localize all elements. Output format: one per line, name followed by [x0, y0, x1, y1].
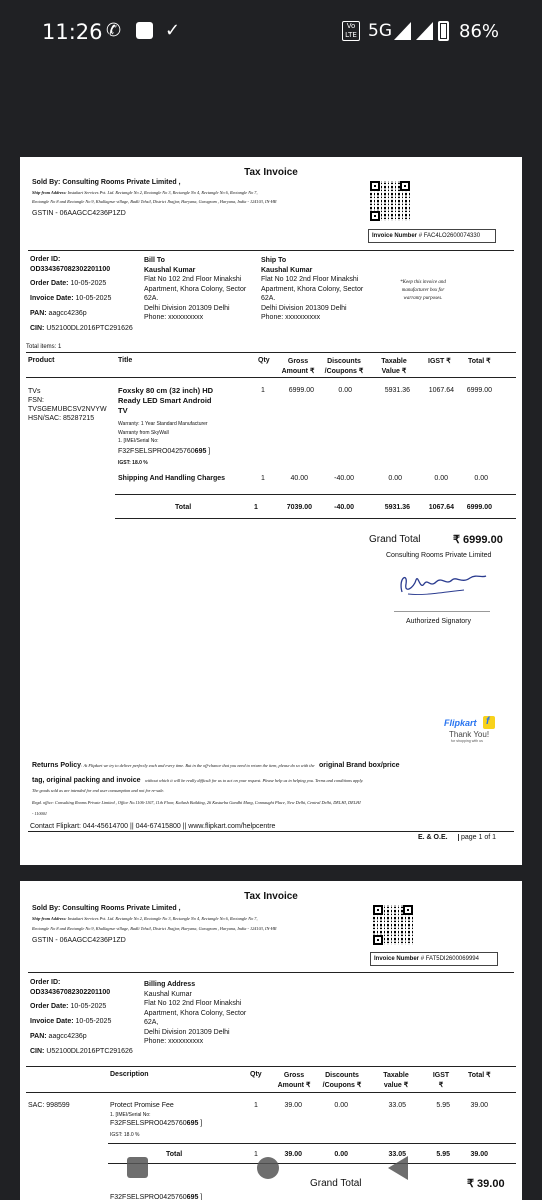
invoice-date-label: Invoice Date:	[30, 295, 74, 302]
billing-address-block	[144, 980, 246, 1047]
billing-address: Delhi Division 201309 Delhi	[144, 1028, 230, 1036]
billing-name: Kaushal Kumar	[144, 990, 192, 998]
shipping-discount: -40.00	[334, 475, 354, 482]
item-serial: F32FSELSPRO0425760695 ]	[110, 1120, 203, 1127]
bill-to-label: Bill To	[144, 257, 165, 264]
total-bottom-rule	[108, 1163, 516, 1164]
total-discount: -40.00	[334, 504, 354, 511]
col-qty: Qty	[258, 357, 270, 364]
bill-to-address: 62A.	[144, 295, 159, 302]
shipping-qty: 1	[261, 475, 265, 482]
billing-label: Billing Address	[144, 981, 196, 988]
billing-address: Apartment, Khora Colony, Sector	[144, 1009, 247, 1017]
divider	[28, 972, 514, 973]
ship-from-line-1: Instakart Services Pvt. Ltd. Rectangle No 2, Rectangle No 3, Rectangle No 4, Rectangle No 6, Rectangle No 7,	[67, 190, 258, 195]
table-top-rule	[26, 1066, 516, 1067]
pan-label: PAN:	[30, 1033, 47, 1040]
total-qty: 1	[254, 1151, 258, 1158]
item-total: 39.00	[470, 1102, 488, 1109]
status-bar	[0, 0, 542, 64]
invoice-page-1[interactable]	[20, 157, 522, 865]
authorized-signatory: Authorized Signatory	[406, 618, 471, 625]
invoice-number-label: Invoice Number	[374, 956, 420, 962]
total-igst: 1067.64	[428, 504, 454, 511]
product-cell	[28, 387, 107, 423]
ship-from-line-2: Rectangle No 8 and Rectangle No 9, Khullagrue village, Badli Tehsil, District Jhajjar, Haryana, Gurugram , Haryana, India - 124103, IN-HR	[32, 926, 277, 931]
shipping-igst: 0.00	[434, 475, 448, 482]
pan-label: PAN:	[30, 310, 47, 317]
col-discounts: Discounts /Coupons ₹	[324, 358, 364, 375]
ship-to-address: Delhi Division 201309 Delhi	[261, 304, 347, 312]
item-serial: F32FSELSPRO0425760695 ]	[118, 448, 211, 455]
col-qty: Qty	[250, 1071, 262, 1078]
returns-label: Returns Policy	[32, 762, 82, 769]
app-notification-icon	[136, 22, 153, 39]
total-bottom-rule	[115, 518, 516, 519]
ship-from-label: Ship-from Address:	[32, 916, 67, 921]
total-qty: 1	[254, 504, 258, 511]
battery-percent: 86%	[459, 21, 500, 42]
goods-note: The goods sold as are intended for end user consumption and not for re-sale.	[32, 788, 165, 793]
shipping-taxable: 0.00	[388, 475, 402, 482]
shipping-gross: 40.00	[290, 475, 308, 482]
ship-to-address: 62A.	[261, 295, 276, 302]
table-header-rule	[26, 1092, 516, 1093]
total-top-rule	[115, 494, 516, 495]
col-gross: Gross Amount ₹	[277, 1072, 311, 1089]
sac-code: SAC: 998599	[28, 1102, 70, 1109]
footer-rule	[28, 831, 514, 832]
cutoff-serial: F32FSELSPRO0425760695 ]	[110, 1194, 203, 1200]
pan: aagcc4236p	[48, 310, 87, 317]
bill-to-address: Delhi Division 201309 Delhi	[144, 304, 230, 312]
total-igst: 5.95	[436, 1151, 450, 1158]
order-date-label: Order Date:	[30, 1003, 69, 1010]
download-done-icon: ✓	[165, 20, 181, 41]
total-taxable: 33.05	[388, 1151, 406, 1158]
sold-by: Sold By: Consulting Rooms Private Limited ,	[32, 905, 181, 912]
item-title: Foxsky 80 cm (32 inch) HD Ready LED Smart Android TV	[118, 386, 214, 415]
battery-level	[441, 24, 446, 38]
grand-total-label: Grand Total	[369, 534, 421, 545]
item-igst-rate: IGST: 18.0 %	[110, 1132, 140, 1138]
signal-icon	[394, 22, 434, 40]
invoice-date: 10-05-2025	[75, 1018, 112, 1025]
item-imei-label: 1. [IMEI/Serial No:	[110, 1112, 151, 1118]
company-name: Consulting Rooms Private Limited	[386, 552, 492, 559]
invoice-number-box	[368, 229, 496, 243]
gstin: GSTIN - 06AAGCC4236P1ZD	[32, 937, 126, 944]
order-id-label: Order ID:	[30, 256, 61, 263]
whatsapp-icon: ✆	[106, 20, 122, 41]
clock: 11:26	[42, 20, 103, 44]
order-id: OD334367082302201100	[30, 989, 111, 996]
bill-to-name: Kaushal Kumar	[144, 266, 196, 274]
thank-you: Thank You!	[449, 730, 490, 739]
col-igst: IGST ₹	[432, 1072, 450, 1089]
qr-code	[370, 181, 410, 221]
total-gross: 39.00	[284, 1151, 302, 1158]
item-discount: 0.00	[334, 1102, 348, 1109]
cin-label: CIN:	[30, 325, 45, 332]
billing-phone: Phone: xxxxxxxxxx	[144, 1038, 204, 1045]
item-discount: 0.00	[338, 387, 352, 394]
order-date: 10-05-2025	[70, 1003, 107, 1010]
col-product: Product	[28, 357, 55, 364]
billing-address: Flat No 102 2nd Floor Minakshi	[144, 1000, 242, 1007]
pan: aagcc4236p	[48, 1033, 87, 1040]
item-gross: 6999.00	[288, 387, 314, 394]
item-igst-rate: IGST: 18.0 %	[118, 460, 148, 466]
col-total: Total ₹	[468, 1072, 491, 1079]
table-header-rule	[26, 377, 516, 378]
item-igst: 5.95	[436, 1102, 450, 1109]
total-label: Total	[175, 504, 192, 511]
ship-to-block	[261, 256, 363, 323]
battery-icon	[438, 21, 449, 41]
grand-total-label: Grand Total	[310, 1178, 362, 1189]
col-gross: Gross Amount ₹	[281, 358, 315, 375]
item-total: 6999.00	[466, 387, 492, 394]
total-total: 6999.00	[466, 504, 492, 511]
item-description: Protect Promise Fee	[110, 1102, 174, 1109]
qr-code	[373, 905, 413, 945]
total-total: 39.00	[470, 1151, 488, 1158]
bill-to-address: Flat No 102 2nd Floor Minakshi	[144, 276, 242, 283]
ship-from-line-2: Rectangle No 8 and Rectangle No 9, Khullagrue village, Badli Tehsil, District Jhajjar, Haryana, Gurugram , Haryana, India - 124103, IN-HR	[32, 199, 277, 204]
col-taxable: Taxable value ₹	[383, 1072, 409, 1089]
page-number: page 1 of 1	[458, 834, 496, 841]
total-top-rule	[108, 1143, 516, 1144]
invoice-number-label: Invoice Number	[372, 233, 418, 239]
item-warranty: Warranty: 1 Year Standard Manufacturer Warranty from SkyWall 1. [IMEI/Serial No:	[118, 421, 208, 444]
contact-line: Contact Flipkart: 044-45614700 || 044-67415800 || www.flipkart.com/helpcentre	[30, 823, 276, 830]
invoice-number: # FAC4LO2600074330	[418, 233, 481, 239]
returns-policy: Returns Policy: At Flipkart we try to deliver perfectly each and every time. But in the off-chance that you need to return the item, please do so with the original Brand box/price tag, original packing and invoice without which it will be really difficult for us to act on your request. Please help us in helping you. Terms and conditions apply.	[32, 762, 400, 784]
bill-to-phone: Phone: xxxxxxxxxx	[144, 314, 204, 321]
bill-to-block	[144, 256, 246, 323]
order-id-label: Order ID:	[30, 979, 61, 986]
order-date: 10-05-2025	[70, 280, 107, 287]
bill-to-address: Apartment, Khora Colony, Sector	[144, 285, 247, 293]
sold-by: Sold By: Consulting Rooms Private Limited ,	[32, 179, 181, 186]
item-qty: 1	[261, 387, 265, 394]
col-taxable: Taxable Value ₹	[381, 358, 407, 375]
total-discount: 0.00	[334, 1151, 348, 1158]
regd-office-pin: - 110001	[32, 811, 48, 816]
home-button[interactable]	[257, 1157, 279, 1179]
ship-to-label: Ship To	[261, 257, 287, 264]
invoice-number-box	[370, 952, 498, 966]
gstin: GSTIN - 06AAGCC4236P1ZD	[32, 210, 126, 217]
invoice-date-label: Invoice Date:	[30, 1018, 74, 1025]
ship-to-name: Kaushal Kumar	[261, 266, 313, 274]
warranty-note: *Keep this invoice and manufacturer box for warranty purposes.	[400, 280, 446, 301]
total-label: Total	[166, 1151, 183, 1158]
col-discounts: Discounts /Coupons ₹	[322, 1072, 362, 1089]
volte-indicator: Vo LTE	[342, 21, 360, 41]
cin-label: CIN:	[30, 1048, 45, 1055]
col-description: Description	[110, 1071, 149, 1078]
flipkart-logo: Flipkart	[444, 718, 477, 728]
page-title: Tax Invoice	[244, 167, 298, 178]
table-top-rule	[26, 352, 516, 353]
grand-total: ₹ 6999.00	[453, 534, 503, 546]
back-button[interactable]	[388, 1156, 408, 1180]
fsn-label: FSN:	[28, 397, 44, 404]
col-igst: IGST ₹	[428, 358, 451, 365]
flipkart-bag-icon	[483, 716, 495, 729]
signature-image	[394, 566, 490, 602]
item-igst: 1067.64	[428, 387, 454, 394]
item-taxable: 5931.36	[384, 387, 410, 394]
shipping-total: 0.00	[474, 475, 488, 482]
item-taxable: 33.05	[388, 1102, 406, 1109]
eoe: E. & O.E.	[418, 834, 448, 841]
invoice-number: # FAT5DI2600069994	[420, 956, 479, 962]
ship-from-label: Ship-from Address:	[32, 190, 67, 195]
cin: U52100DL2016PTC291626	[46, 1048, 133, 1055]
ship-from-line-1: Instakart Services Pvt. Ltd. Rectangle No 2, Rectangle No 3, Rectangle No 4, Rectangle No 6, Rectangle No 7,	[67, 916, 258, 921]
invoice-page-2[interactable]	[20, 881, 522, 1200]
divider	[28, 250, 514, 251]
ship-to-address: Apartment, Khora Colony, Sector	[261, 285, 364, 293]
invoice-date: 10-05-2025	[75, 295, 112, 302]
hsn: HSN/SAC: 85287215	[28, 415, 95, 422]
thank-you-sub: for shopping with us	[451, 739, 483, 743]
shipping-label: Shipping And Handling Charges	[118, 475, 226, 482]
page-title: Tax Invoice	[244, 891, 298, 902]
item-gross: 39.00	[284, 1102, 302, 1109]
col-total: Total ₹	[468, 358, 491, 365]
grand-total: ₹ 39.00	[467, 1178, 505, 1190]
order-date-label: Order Date:	[30, 280, 69, 287]
total-items: Total items: 1	[26, 344, 62, 350]
col-title: Title	[118, 357, 133, 364]
ship-to-address: Flat No 102 2nd Floor Minakshi	[261, 276, 359, 283]
product-category: TVs	[28, 388, 41, 395]
total-taxable: 5931.36	[384, 504, 410, 511]
network-type: 5G	[368, 21, 392, 41]
fsn: TVSGEMUBCSV2NVYW	[28, 406, 107, 413]
billing-address: 62A,	[144, 1019, 159, 1026]
order-id: OD334367082302201100	[30, 266, 111, 273]
ship-to-phone: Phone: xxxxxxxxxx	[261, 314, 321, 321]
cin: U52100DL2016PTC291626	[46, 325, 133, 332]
signature-line	[394, 611, 490, 612]
total-gross: 7039.00	[286, 504, 312, 511]
regd-office: Regd. office: Consulting Rooms Private Limited , Office No.1106-1107, 11th Floor, Kailash Building, 26 Kasturba Gandhi Marg, Connaught Place, New Delhi, Central Delhi, DELHI, DELHI	[32, 800, 361, 805]
recents-button[interactable]	[127, 1157, 148, 1178]
item-qty: 1	[254, 1102, 258, 1109]
